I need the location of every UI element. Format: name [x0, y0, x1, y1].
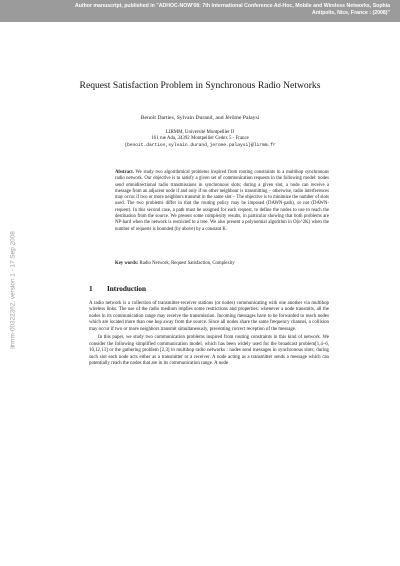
banner-line-2: Antipolis, Nice, France : (2008)": [312, 9, 390, 16]
section-number: 1: [89, 285, 93, 293]
section-heading: [89, 285, 329, 293]
paper-authors: Benoît Darties, Sylvain Durand, and Jérôme Palaysi: [140, 115, 260, 121]
affiliation-line-1: LIRMM, Université Montpellier II: [165, 130, 235, 135]
introduction-body: [89, 301, 329, 368]
abstract-text: We study two algorithmical problems inspired from routing constraints in a multihop synchronous radio network. Our objective is to satisfy a given set of communication requests in the following model: nodes send omnidirectional radio transmissions in synchronous slots; during a given slot, a node can receive a message from an adjacent node if and only if no other neighbour is transmitting – otherwise, radio interferences may occur if two or more neighbors transmit in the same slot – The objective is to minimize the number of slots used. The two problems differ in that the routing policy may be imposed (DAWN-path), or not (DAWN-request). In this second case, a path must be assigned for each request, to define the nodes to use to reach the destination from the source. We present some complexity results, in particular showing that both problems are NP-hard when the network is restricted to a tree. We also present a polynomial algorithm in O(n^2K) when the number of requests is bounded (by above) by a constant K.: [115, 170, 329, 232]
author-emails: {benoit.darties,sylvain.durand,jerome.palaysi}@lirmm.fr: [124, 142, 276, 148]
paper-title: Request Satisfaction Problem in Synchronous Radio Networks: [79, 80, 321, 91]
abstract-label: Abstract.: [115, 170, 134, 175]
publication-banner: [0, 0, 400, 22]
affiliation-line-2: 161 rue Ada, 34392 Montpellier Cedex 5 - France: [151, 136, 249, 142]
section-title: Introduction: [107, 285, 147, 293]
affiliation: [60, 130, 340, 149]
keywords-label: Key words:: [115, 261, 139, 266]
keywords-text: Radio Network, Request Satisfaction, Complexity: [139, 261, 235, 266]
abstract: [115, 170, 329, 233]
keywords: [115, 261, 329, 267]
paragraph: A radio network is a collection of transmitter-receiver stations (or nodes) communicating with one another via multihop wireless links. The use of the radio medium implies some restrictions and properties: whenever a node transmits, all the nodes in its communication range may receive the transmission. Incoming messages have to be forwarded to reach nodes which are located more than one hop away from the source. Since all nodes share the same frequency channel, a collision may occur if two or more neighbors transmit simultaneously, preventing correct reception of the message.: [89, 301, 329, 332]
paragraph: In this paper, we study two communication problems inspired from routing constraints in this kind of network. We consider the following simplified communication model, which has been widely used for the broadcast problem[1,4–6, 10,12,13] or the gathering problem [2,3] in multihop radio networks : nodes send messages in synchronous slots; during such slot each node acts either as a transmitter or a receiver. A node acting as a transmitter sends a message which can potentially reach the nodes that are in its communication range. A node: [89, 335, 329, 367]
hal-side-stamp: [8, 210, 18, 370]
banner-line-1: Author manuscript, published in "ADHOC-NOW'08: 7th International Conference Ad-Hoc, Mobile and Wireless Networks, Sophia: [74, 3, 390, 9]
hal-stamp-text: lirmm-00322362, version 1 - 17 Sep 2008: [9, 231, 17, 349]
